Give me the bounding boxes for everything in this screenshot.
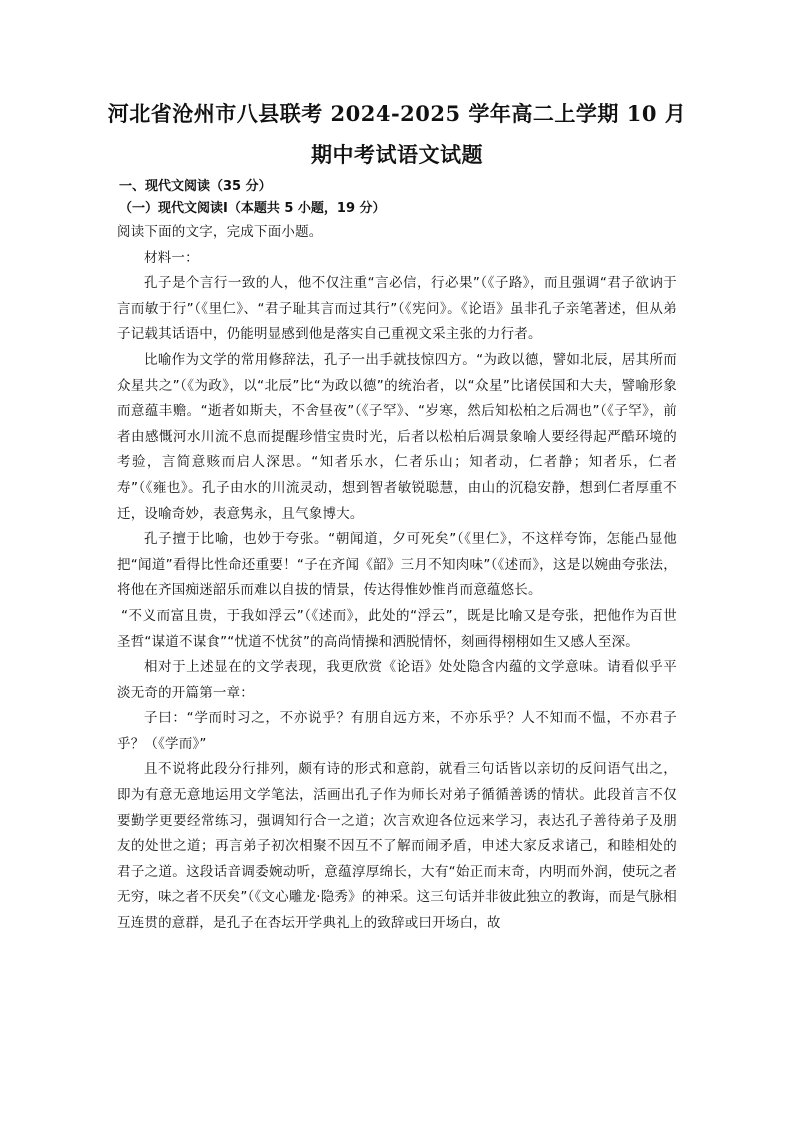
quotation-paragraph: 子曰：“学而时习之，不亦说乎？有朋自远方来，不亦乐乎？人不知而不愠，不亦君子乎？（《学而》” <box>117 710 677 752</box>
subsection-heading: （一）现代文阅读Ⅰ（本题共 5 小题，19 分） <box>119 201 386 216</box>
section-heading: 一、现代文阅读（35 分） <box>119 179 272 194</box>
paragraph: 相对于上述显在的文学表现，我更欣赏《论语》处处隐含内蕴的文学意味。请看似乎平淡无奇的开篇第一章： <box>117 659 677 701</box>
instruction-text: 阅读下面的文字，完成下面小题。 <box>117 224 323 240</box>
paragraph: 且不说将此段分行排列，颇有诗的形式和意韵，就看三句话皆以亲切的反问语气出之，即为有意无意地运用文学笔法，活画出孔子作为师长对弟子循循善诱的情状。此段首言不仅要勤学更要经常练习，强调知行合一之道；次言欢迎各位远来学习，表达孔子善待弟子及朋友的处世之道；再言弟子初次相聚不因互不了解而闹矛盾，申述大家反求诸己，和睦相处的君子之道。这段话音调委婉动听，意蕴淳厚绵长，大有“始正而末奇，内明而外润，使玩之者无穷，味之者不厌矣”（《文心雕龙·隐秀》的神采。这三句话并非彼此独立的教诲，而是气脉相互连贯的意群，是孔子在杏坛开学典礼上的致辞或曰开场白，故 <box>117 761 677 932</box>
document-title-line-1: 河北省沧州市八县联考 2024-2025 学年高二上学期 10 月 <box>107 101 687 126</box>
paragraph: 孔子擅于比喻，也妙于夸张。“朝闻道，夕可死矣”（《里仁》，不这样夸饰，怎能凸显他把“闻道”看得比性命还重要！“子在齐闻《韶》三月不知肉味”（《述而》，这是以婉曲夸张法，将他在齐国痴迷韶乐而难以自拔的情景，传达得惟妙惟肖而意蕴悠长。 <box>117 531 677 599</box>
document-title-line-2: 期中考试语文试题 <box>311 142 483 167</box>
document-body <box>117 176 677 937</box>
paragraph: 孔子是个言行一致的人，他不仅注重“言必信，行必果”（《子路》，而且强调“君子欲讷于言而敏于行”（《里仁》、“君子耻其言而过其行”（《宪问》。《论语》虽非孔子亲笔著述，但从弟子记载其话语中，仍能明显感到他是落实自己重视文采主张的力行者。 <box>117 275 677 343</box>
material-label: 材料一： <box>144 249 199 266</box>
paragraph: 比喻作为文学的常用修辞法，孔子一出手就技惊四方。“为政以德，譬如北辰，居其所而众星共之”（《为政》，以“北辰”比“为政以德”的统治者，以“众星”比诸侯国和大夫，譬喻形象而意蕴丰赡。“逝者如斯夫，不舍昼夜”（《子罕》、“岁寒，然后知松柏之后凋也”（《子罕》，前者由感慨河水川流不息而提醒珍惜宝贵时光，后者以松柏后凋景象喻人要经得起严酷环境的考验，言简意赅而启人深思。“知者乐水，仁者乐山；知者动，仁者静；知者乐，仁者寿”（《雍也》。孔子由水的川流灵动，想到智者敏锐聪慧，由山的沉稳安静，想到仁者厚重不迁，设喻奇妙，表意隽永，且气象博大。 <box>117 351 677 522</box>
paragraph: “不义而富且贵，于我如浮云”（《述而》，此处的“浮云”，既是比喻又是夸张，把他作为百世圣哲“谋道不谋食”“忧道不忧贫”的高尚情操和洒脱情怀，刻画得栩栩如生又感人至深。 <box>117 607 677 650</box>
